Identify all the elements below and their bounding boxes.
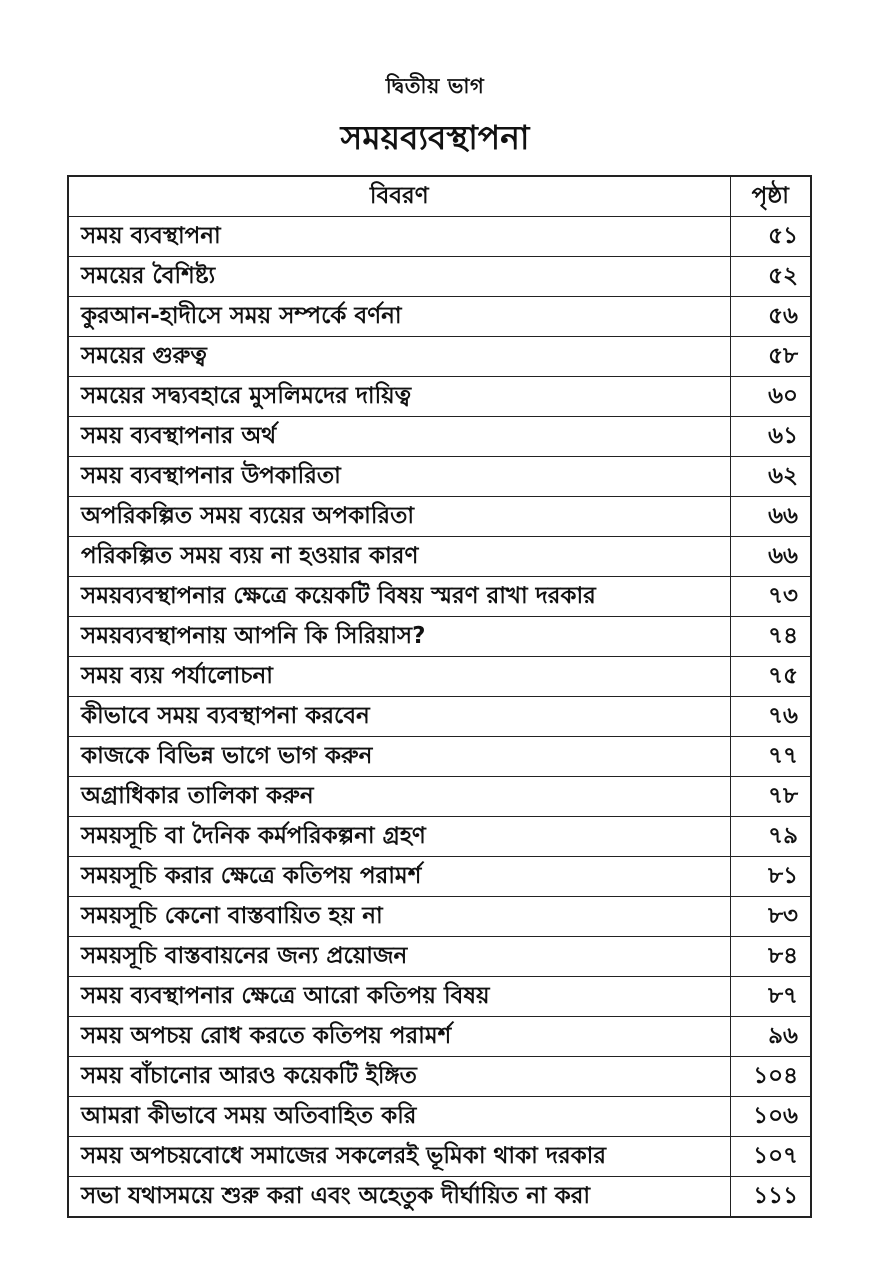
row-page-number: ১১১ xyxy=(730,1177,811,1218)
row-description: আমরা কীভাবে সময় অতিবাহিত করি xyxy=(68,1097,730,1137)
row-description: সময় অপচয় রোধ করতে কতিপয় পরামর্শ xyxy=(68,1017,730,1057)
table-row xyxy=(68,697,811,737)
row-description: সময় ব্যয় পর্যালোচনা xyxy=(68,657,730,697)
table-row xyxy=(68,1017,811,1057)
row-page-number: ১০৪ xyxy=(730,1057,811,1097)
row-page-number: ৮৭ xyxy=(730,977,811,1017)
table-row xyxy=(68,737,811,777)
table-row xyxy=(68,297,811,337)
row-page-number: ৮১ xyxy=(730,857,811,897)
table-row xyxy=(68,857,811,897)
row-page-number: ৮৩ xyxy=(730,897,811,937)
table-row xyxy=(68,337,811,377)
row-page-number: ৬১ xyxy=(730,417,811,457)
row-description: সময় অপচয়বোধে সমাজের সকলেরই ভূমিকা থাকা দরকার xyxy=(68,1137,730,1177)
row-description: সময়ের গুরুত্ব xyxy=(68,337,730,377)
row-page-number: ৬০ xyxy=(730,377,811,417)
row-description: অগ্রাধিকার তালিকা করুন xyxy=(68,777,730,817)
table-row xyxy=(68,1177,811,1218)
row-page-number: ৫২ xyxy=(730,257,811,297)
row-page-number: ৬৬ xyxy=(730,497,811,537)
row-description: সময় বাঁচানোর আরও কয়েকটি ইঙ্গিত xyxy=(68,1057,730,1097)
table-row xyxy=(68,1137,811,1177)
row-description: সময়সূচি করার ক্ষেত্রে কতিপয় পরামর্শ xyxy=(68,857,730,897)
row-page-number: ৫৮ xyxy=(730,337,811,377)
row-page-number: ৭৭ xyxy=(730,737,811,777)
table-row xyxy=(68,617,811,657)
row-description: সময় ব্যবস্থাপনা xyxy=(68,217,730,257)
row-description: সময়ব্যবস্থাপনার ক্ষেত্রে কয়েকটি বিষয় স্মরণ রাখা দরকার xyxy=(68,577,730,617)
table-row xyxy=(68,1057,811,1097)
row-description: সময়সূচি বাস্তবায়নের জন্য প্রয়োজন xyxy=(68,937,730,977)
row-description: সময়ের সদ্ব্যবহারে মুসলিমদের দায়িত্ব xyxy=(68,377,730,417)
row-page-number: ৮৪ xyxy=(730,937,811,977)
table-row xyxy=(68,377,811,417)
row-description: সময় ব্যবস্থাপনার অর্থ xyxy=(68,417,730,457)
table-row xyxy=(68,417,811,457)
row-description: অপরিকল্পিত সময় ব্যয়ের অপকারিতা xyxy=(68,497,730,537)
contents-table xyxy=(67,175,812,1218)
row-page-number: ৭৬ xyxy=(730,697,811,737)
table-row xyxy=(68,217,811,257)
table-header-row xyxy=(68,176,811,217)
table-row xyxy=(68,777,811,817)
row-description: সময়ের বৈশিষ্ট্য xyxy=(68,257,730,297)
table-row xyxy=(68,937,811,977)
table-body xyxy=(68,217,811,1218)
table-row xyxy=(68,257,811,297)
row-page-number: ৯৬ xyxy=(730,1017,811,1057)
page-title: সময়ব্যবস্থাপনা xyxy=(340,118,530,157)
row-page-number: ৭৯ xyxy=(730,817,811,857)
row-description: পরিকল্পিত সময় ব্যয় না হওয়ার কারণ xyxy=(68,537,730,577)
row-description: সময়সূচি কেনো বাস্তবায়িত হয় না xyxy=(68,897,730,937)
row-page-number: ৫৬ xyxy=(730,297,811,337)
row-page-number: ১০৭ xyxy=(730,1137,811,1177)
row-description: সময় ব্যবস্থাপনার উপকারিতা xyxy=(68,457,730,497)
row-page-number: ৭৪ xyxy=(730,617,811,657)
row-page-number: ৬২ xyxy=(730,457,811,497)
row-description: কুরআন-হাদীসে সময় সম্পর্কে বর্ণনা xyxy=(68,297,730,337)
header-page: পৃষ্ঠা xyxy=(730,176,811,217)
table-row xyxy=(68,537,811,577)
header-description: বিবরণ xyxy=(68,176,730,217)
table-row xyxy=(68,817,811,857)
row-description: সময়সূচি বা দৈনিক কর্মপরিকল্পনা গ্রহণ xyxy=(68,817,730,857)
row-page-number: ১০৬ xyxy=(730,1097,811,1137)
table-row xyxy=(68,977,811,1017)
row-description: কাজকে বিভিন্ন ভাগে ভাগ করুন xyxy=(68,737,730,777)
row-description: সময় ব্যবস্থাপনার ক্ষেত্রে আরো কতিপয় বিষয় xyxy=(68,977,730,1017)
part-label: দ্বিতীয় ভাগ xyxy=(385,74,485,98)
row-description: সময়ব্যবস্থাপনায় আপনি কি সিরিয়াস? xyxy=(68,617,730,657)
table-row xyxy=(68,577,811,617)
table-row xyxy=(68,497,811,537)
table-row xyxy=(68,897,811,937)
table-row xyxy=(68,1097,811,1137)
row-page-number: ৫১ xyxy=(730,217,811,257)
row-page-number: ৬৬ xyxy=(730,537,811,577)
table-row xyxy=(68,457,811,497)
row-page-number: ৭৫ xyxy=(730,657,811,697)
row-description: সভা যথাসময়ে শুরু করা এবং অহেতুক দীর্ঘায়িত না করা xyxy=(68,1177,730,1218)
table-row xyxy=(68,657,811,697)
row-description: কীভাবে সময় ব্যবস্থাপনা করবেন xyxy=(68,697,730,737)
row-page-number: ৭৩ xyxy=(730,577,811,617)
row-page-number: ৭৮ xyxy=(730,777,811,817)
